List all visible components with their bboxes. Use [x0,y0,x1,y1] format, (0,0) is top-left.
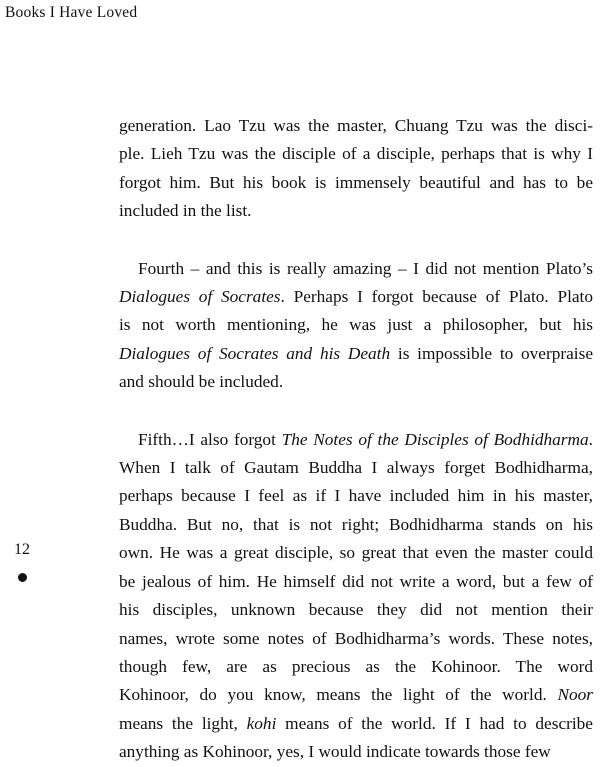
text-line [119,140,593,168]
page-number: 12 [14,541,30,558]
text-run: Fourth – and this is really amazing – I did not mention Plato’s [138,258,593,278]
text-line [119,625,593,653]
text-run: his disciples, unknown because they did not mention their [119,600,593,620]
text-run: included in the list. [119,201,252,221]
text-line [119,368,593,396]
text-line [119,653,593,681]
text-run: When I talk of Gautam Buddha I always forget Bodhidharma, [119,458,593,478]
text-run: be jealous of him. He himself did not write a word, but a few of [119,571,593,591]
text-line [119,511,593,539]
italic-text: The Notes of the Disciples of Bodhidharma [281,429,589,449]
text-run: ple. Lieh Tzu was the disciple of a disciple, perhaps that is why I [119,144,593,164]
text-line [119,710,593,738]
text-line [119,426,593,454]
text-run: though few, are as precious as the Kohinoor. The word [119,656,593,676]
text-line [119,596,593,624]
text-run: means the light, [119,713,247,733]
italic-text: Noor [557,685,593,705]
text-line [119,482,593,510]
text-run: is not worth mentioning, he was just a philosopher, but his [119,315,593,335]
text-run: . [588,429,593,449]
page-marker-dot [18,573,27,582]
text-line [119,738,593,766]
text-line [119,197,593,225]
text-run: Buddha. But no, that is not right; Bodhidharma stands on his [119,514,593,534]
paragraph [119,112,593,226]
text-run: is impossible to overpraise [390,343,593,363]
text-run: . Perhaps I forgot because of Plato. Plato [280,287,593,307]
text-line [119,311,593,339]
text-run: anything as Kohinoor, yes, I would indicate towards those few [119,742,551,762]
text-run: Kohinoor, do you know, means the light of the world. [119,685,558,705]
text-run: Fifth…I also forgot [138,429,282,449]
text-line [119,169,593,197]
paragraph [119,426,593,767]
text-run: perhaps because I feel as if I have included him in his master, [119,486,593,506]
text-line [119,283,593,311]
italic-text: Dialogues of Socrates and his Death [119,343,391,363]
italic-text: kohi [246,713,277,733]
text-run: forgot him. But his book is immensely beautiful and has to be [119,172,593,192]
text-run: and should be included. [119,372,284,392]
italic-text: Dialogues of Socrates [119,287,281,307]
text-line [119,255,593,283]
text-line [119,112,593,140]
text-run: means of the world. If I had to describe [276,713,593,733]
text-run: names, wrote some notes of Bodhidharma’s words. These notes, [119,628,593,648]
text-line [119,568,593,596]
paragraph [119,255,593,397]
text-line [119,340,593,368]
running-head: Books I Have Loved [5,4,138,21]
body-text [119,112,593,767]
text-line [119,454,593,482]
text-line [119,681,593,709]
text-run: generation. Lao Tzu was the master, Chuang Tzu was the disci- [119,116,593,135]
text-line [119,539,593,567]
text-run: own. He was a great disciple, so great that even the master could [119,543,593,563]
